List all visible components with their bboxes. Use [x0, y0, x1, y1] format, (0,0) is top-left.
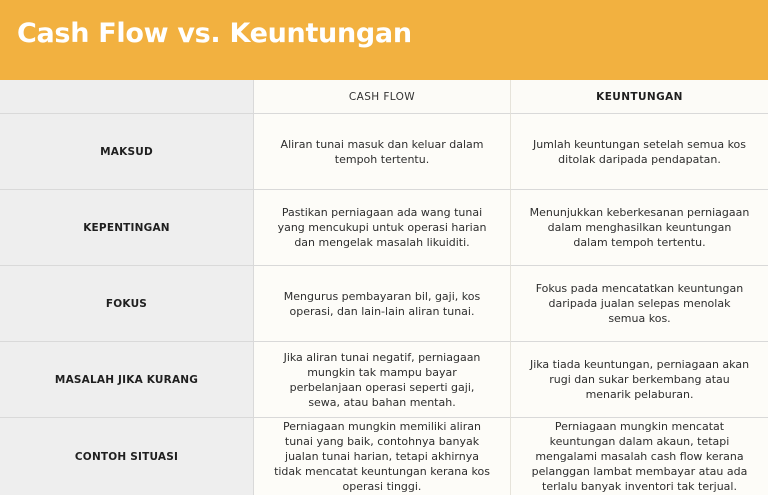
row-label: MASALAH JIKA KURANG	[0, 342, 254, 418]
column-header-cash-flow: CASH FLOW	[254, 80, 511, 114]
title-banner	[0, 0, 768, 80]
keuntungan-cell: Fokus pada mencatatkan keuntungan daripada jualan selepas menolak semua kos.	[511, 266, 768, 342]
cash-flow-cell: Mengurus pembayaran bil, gaji, kos operasi, dan lain-lain aliran tunai.	[254, 266, 511, 342]
row-label: CONTOH SITUASI	[0, 418, 254, 495]
keuntungan-cell: Menunjukkan keberkesanan perniagaan dalam menghasilkan keuntungan dalam tempoh tertentu.	[511, 190, 768, 266]
row-label: MAKSUD	[0, 114, 254, 190]
page-title: Cash Flow vs. Keuntungan	[17, 18, 412, 49]
comparison-table	[0, 80, 768, 495]
table-corner-cell	[0, 80, 254, 114]
keuntungan-cell: Perniagaan mungkin mencatat keuntungan dalam akaun, tetapi mengalami masalah cash flow kerana pelanggan lambat membayar atau ada terlalu banyak inventori tak terjual.	[511, 418, 768, 495]
cash-flow-cell: Perniagaan mungkin memiliki aliran tunai yang baik, contohnya banyak jualan tunai harian, tetapi akhirnya tidak mencatat keuntungan kerana kos operasi tinggi.	[254, 418, 511, 495]
cash-flow-cell: Aliran tunai masuk dan keluar dalam tempoh tertentu.	[254, 114, 511, 190]
cash-flow-cell: Jika aliran tunai negatif, perniagaan mungkin tak mampu bayar perbelanjaan operasi seperti gaji, sewa, atau bahan mentah.	[254, 342, 511, 418]
keuntungan-cell: Jumlah keuntungan setelah semua kos ditolak daripada pendapatan.	[511, 114, 768, 190]
keuntungan-cell: Jika tiada keuntungan, perniagaan akan rugi dan sukar berkembang atau menarik pelaburan.	[511, 342, 768, 418]
cash-flow-cell: Pastikan perniagaan ada wang tunai yang mencukupi untuk operasi harian dan mengelak masalah likuiditi.	[254, 190, 511, 266]
row-label: KEPENTINGAN	[0, 190, 254, 266]
row-label: FOKUS	[0, 266, 254, 342]
column-header-keuntungan: KEUNTUNGAN	[511, 80, 768, 114]
